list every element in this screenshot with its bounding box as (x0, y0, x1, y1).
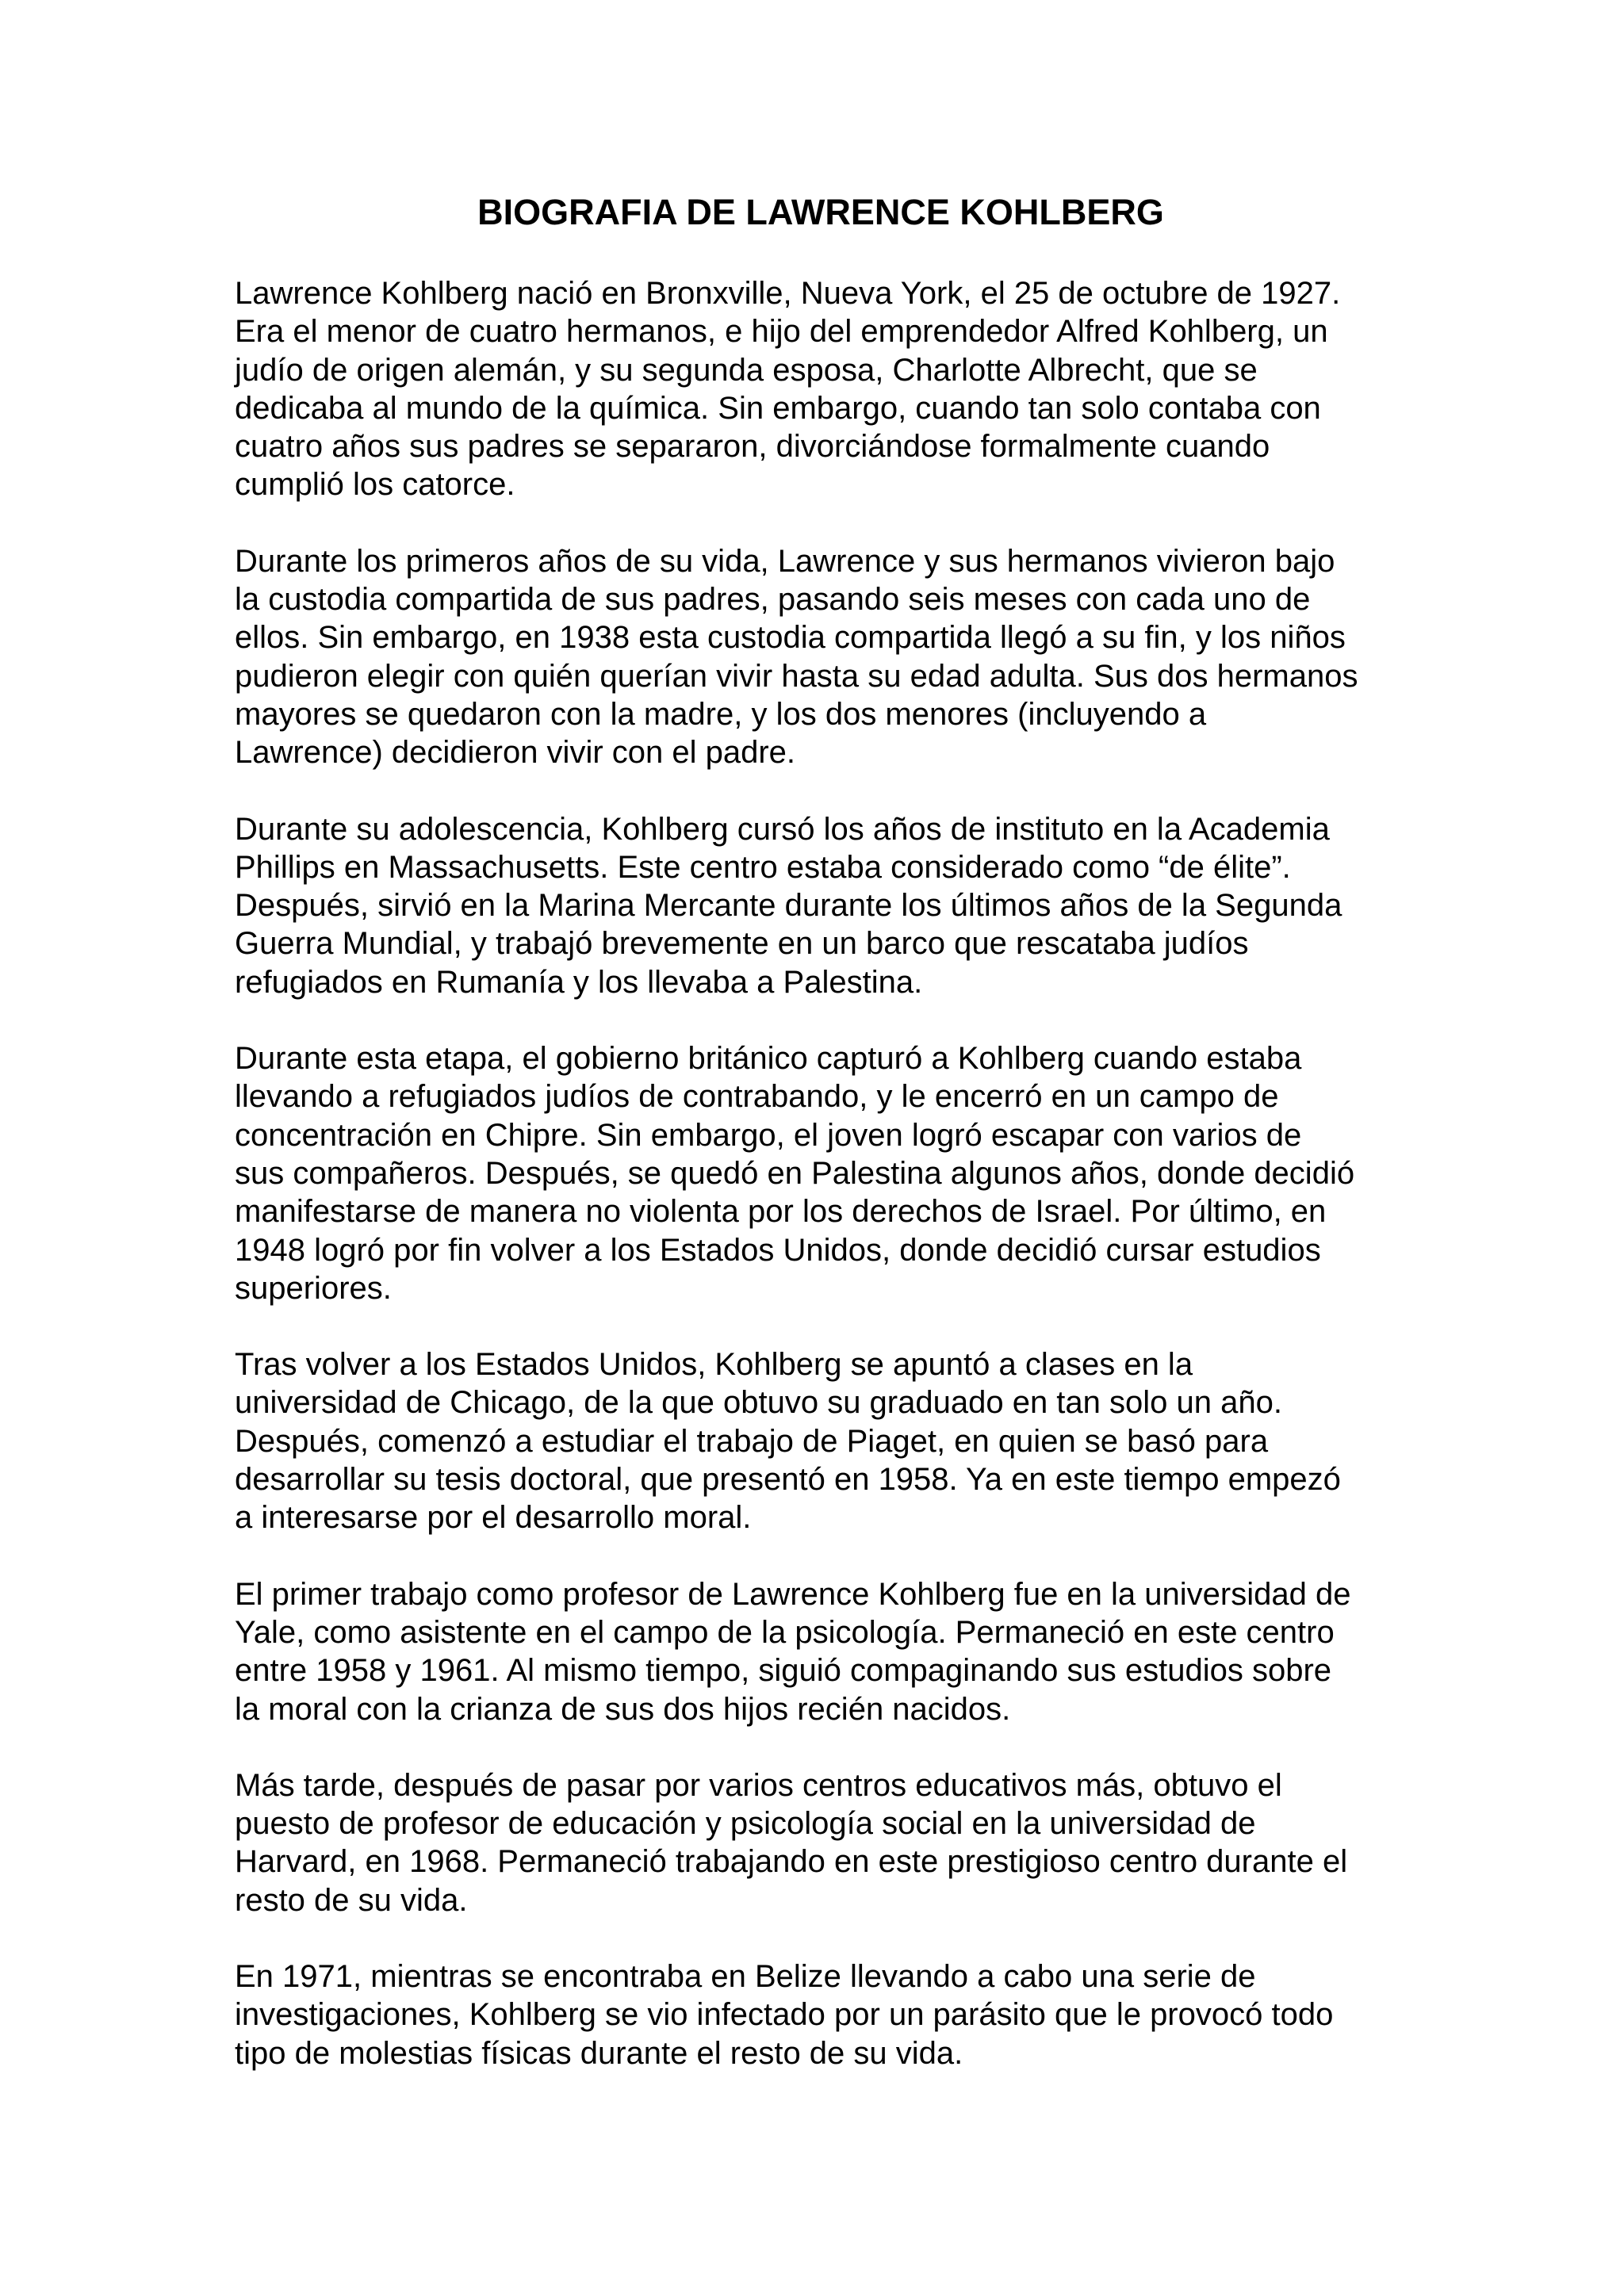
paragraph (235, 274, 1424, 504)
paragraph-line: Durante los primeros años de su vida, Lawrence y sus hermanos vivieron bajo (235, 543, 1335, 579)
paragraph-line: la custodia compartida de sus padres, pasando seis meses con cada uno de (235, 582, 1311, 618)
paragraph-line: El primer trabajo como profesor de Lawrence Kohlberg fue en la universidad de (235, 1576, 1351, 1612)
paragraph (235, 542, 1424, 772)
paragraph-line: ellos. Sin embargo, en 1938 esta custodia compartida llegó a su fin, y los niños (235, 620, 1346, 656)
paragraph-line: 1948 logró por fin volver a los Estados Unidos, donde decidió cursar estudios (235, 1232, 1321, 1268)
paragraph-line: universidad de Chicago, de la que obtuvo su graduado en tan solo un año. (235, 1385, 1282, 1421)
paragraph-line: Yale, como asistente en el campo de la psicología. Permaneció en este centro (235, 1614, 1335, 1650)
paragraph-line: Tras volver a los Estados Unidos, Kohlberg se apuntó a clases en la (235, 1347, 1193, 1383)
paragraph-line: superiores. (235, 1270, 392, 1306)
paragraph-line: puesto de profesor de educación y psicología social en la universidad de (235, 1806, 1256, 1842)
paragraph-line: Después, sirvió en la Marina Mercante durante los últimos años de la Segunda (235, 888, 1342, 924)
paragraph-line: Guerra Mundial, y trabajó brevemente en un barco que rescataba judíos (235, 926, 1249, 962)
paragraph-line: judío de origen alemán, y su segunda esposa, Charlotte Albrecht, que se (235, 352, 1258, 388)
paragraph-line: En 1971, mientras se encontraba en Belize llevando a cabo una serie de (235, 1958, 1256, 1994)
paragraph-line: pudieron elegir con quién querían vivir hasta su edad adulta. Sus dos hermanos (235, 658, 1358, 694)
paragraph-line: mayores se quedaron con la madre, y los dos menores (incluyendo a (235, 696, 1207, 732)
paragraph (235, 1345, 1424, 1536)
paragraph-line: Phillips en Massachusetts. Este centro estaba considerado como “de élite”. (235, 849, 1291, 885)
paragraph (235, 810, 1424, 1001)
document-body (235, 274, 1424, 2110)
paragraph-line: resto de su vida. (235, 1882, 468, 1918)
paragraph-line: concentración en Chipre. Sin embargo, el joven logró escapar con varios de (235, 1117, 1302, 1153)
paragraph-line: Lawrence) decidieron vivir con el padre. (235, 735, 796, 771)
document-title: BIOGRAFIA DE LAWRENCE KOHLBERG (477, 192, 1164, 232)
paragraph-line: sus compañeros. Después, se quedó en Palestina algunos años, donde decidió (235, 1155, 1355, 1191)
paragraph-line: dedicaba al mundo de la química. Sin embargo, cuando tan solo contaba con (235, 390, 1321, 426)
paragraph-line: desarrollar su tesis doctoral, que presentó en 1958. Ya en este tiempo empezó (235, 1462, 1341, 1498)
paragraph-line: a interesarse por el desarrollo moral. (235, 1500, 752, 1536)
paragraph-line: Lawrence Kohlberg nació en Bronxville, Nueva York, el 25 de octubre de 1927. (235, 276, 1341, 311)
paragraph-line: Después, comenzó a estudiar el trabajo de Piaget, en quien se basó para (235, 1423, 1269, 1459)
paragraph-line: Harvard, en 1968. Permaneció trabajando en este prestigioso centro durante el (235, 1844, 1348, 1880)
paragraph (235, 1575, 1424, 1728)
paragraph-line: Era el menor de cuatro hermanos, e hijo del emprendedor Alfred Kohlberg, un (235, 314, 1328, 350)
paragraph (235, 1039, 1424, 1307)
paragraph-line: entre 1958 y 1961. Al mismo tiempo, siguió compaginando sus estudios sobre (235, 1653, 1332, 1689)
paragraph-line: cuatro años sus padres se separaron, divorciándose formalmente cuando (235, 429, 1270, 465)
paragraph-line: investigaciones, Kohlberg se vio infectado por un parásito que le provocó todo (235, 1997, 1334, 2033)
paragraph-line: Durante su adolescencia, Kohlberg cursó los años de instituto en la Academia (235, 811, 1330, 847)
paragraph-line: Más tarde, después de pasar por varios centros educativos más, obtuvo el (235, 1767, 1282, 1803)
paragraph-line: tipo de molestias físicas durante el resto de su vida. (235, 2035, 963, 2071)
paragraph (235, 1957, 1424, 2072)
paragraph-line: la moral con la crianza de sus dos hijos recién nacidos. (235, 1691, 1011, 1727)
paragraph-line: llevando a refugiados judíos de contrabando, y le encerró en un campo de (235, 1079, 1279, 1115)
paragraph (235, 1766, 1424, 1919)
paragraph-line: refugiados en Rumanía y los llevaba a Palestina. (235, 964, 923, 1000)
paragraph-line: Durante esta etapa, el gobierno británico capturó a Kohlberg cuando estaba (235, 1041, 1302, 1077)
paragraph-line: cumplió los catorce. (235, 467, 515, 503)
paragraph-line: manifestarse de manera no violenta por los derechos de Israel. Por último, en (235, 1194, 1327, 1230)
